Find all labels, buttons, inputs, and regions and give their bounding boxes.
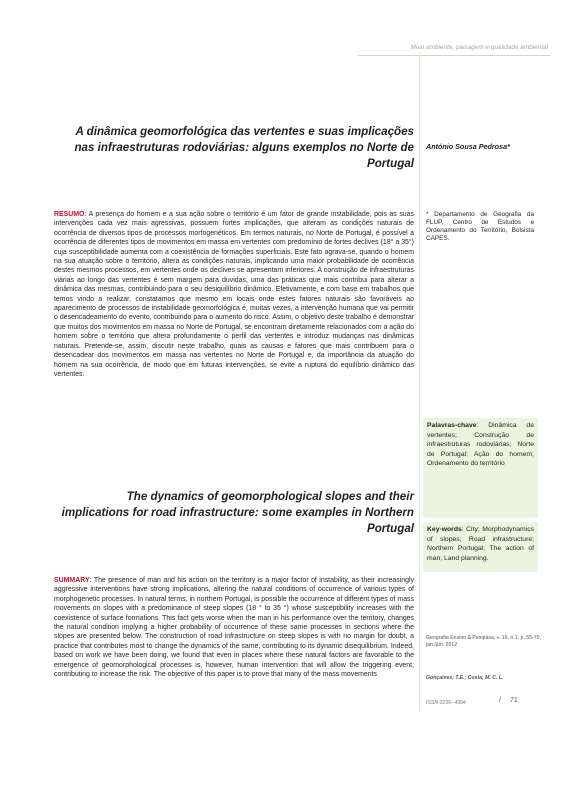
article-title-en: The dynamics of geomorphological slopes and their implications for road infrastructure: some examples in Northern Portugal (61, 490, 414, 535)
keywords-pt-text: : Dinâmica de vertentes; Construção de infraestruturas rodoviárias; Norte de Portugal; Ação do homem; Ordenamento do território (427, 422, 534, 467)
page-separator: / (499, 697, 501, 704)
article-title-pt: A dinâmica geomorfológica das vertentes e suas implicações nas infraestruturas rodoviárias: alguns exemplos no Norte de Portugal (74, 125, 414, 170)
keywords-pt-box (423, 418, 538, 518)
author-affiliation: * Departamento de Geografia da FLUP, Centro de Estudos e Ordenamento do Território, Bolsista CAPES. (426, 211, 534, 242)
abstract-en (54, 576, 414, 679)
page-number: 71 (510, 697, 518, 704)
abstract-pt (54, 210, 414, 379)
keywords-en-label: Key-words (427, 526, 462, 533)
keywords-en-box (423, 522, 538, 572)
keywords-pt-label: Palavras-chave (427, 422, 477, 429)
abstract-en-text: : The presence of man and his action on the territory is a major factor of instability, as their increasingly aggressive interventions have strong implications, altering the natural conditions of occurrence of various types of morphogenetic processes. In natural terms, in northern Portugal, is possible the occurrence of different types of mass movements on slopes with a predominance of steep slopes (18 ° to 35 °) whose susceptibility increases with the coexistence of surface formations. This fact gets worse when the man in his performance over the territory, changes the natural condition implying a higher probability of occurrence of these same processes in sections where the slopes are presented below. The construction of road infrastructure on steep slopes is with no margin for doubt, a practice that contributes most to change the dynamics of the same, contributing to its dynamic disequilibrium. Indeed, based on work we have been doing, we found that even in places where these natural factors are favorable to the emergence of geomorphological processes is, however, human intervention that will allow the triggering event, contributing to increase the risk. The objective of this paper is to prove that many of the mass movements (54, 577, 414, 679)
abstract-pt-text: : A presença do homem e a sua ação sobre o território é um fator de grande instabilidade, pois as suas intervenções cada vez mais agressivas, possuem fortes implicações, que alteram as condições naturais de ocorrência de diversos tipos de processos morfogenéticos. Em termos naturais, no Norte de Portugal, é possível a ocorrência de diferentes tipos de movimentos em massa em vertentes com predomínio de fortes declives (18° a 35°) cuja susceptibilidade aumenta com a coexistência de formações superficiais. Este fato agrava-se, quando o homem na sua atuação sobre o território, altera as condições naturais, implicando uma maior probabilidade de ocorrência destes mesmos processos, em vertentes onde os declives se apresentam inferiores. A construção de infraestruturas viárias ao longo das vertentes é sem margem para duvidas, uma das práticas que mais contribui para alterar a dinâmica das mesmas, contribuindo para o seu desiquilíbrio dinâmico. Efetivamente, e com base em trabalhos que temos vindo a realizar, constatamos que mesmo em locais onde estes fatores naturais são favoráveis ao aparecimento de processos de instabilidade geomorfológica é, muitas vezes, a intervenção humana que vai permitir o desencadeamento do evento, contribuindo para o aumento do risco. Assim, o objetivo deste trabalho é demonstrar que muitos dos movimentos em massa no Norte de Portugal, se encontram diretamente relacionados com a ação do homem sobre o território que altera profundamente o perfil das vertentes e introduz mudanças nas dinâmicas naturais. Pretende-se, assim, discutir neste trabalho, quais as causas e fatores que mais contribuem para o desencadear dos movimentos em massa nas vertentes no Norte de Portugal e, da importância da atuação do homem na sua ocorrência, de modo que em futuras intervenções, se evite a ruptura do equilíbrio dinâmico das vertentes. (54, 211, 414, 378)
author-name: António Sousa Pedrosa* (426, 142, 510, 151)
abstract-pt-label: RESUMO (54, 211, 85, 218)
abstract-en-label: SUMMARY (54, 577, 90, 584)
issn-label: ISSN 2236- 4994 (426, 700, 466, 706)
journal-citation: Geografia Ensino & Pesquisa, v. 16, n.1, p. 55-70, jan./jun. 2012 (426, 635, 541, 648)
header-divider (358, 55, 550, 56)
column-divider (419, 52, 420, 710)
running-header: Meio ambiente, paisagem e qualidade ambiental (410, 44, 548, 51)
footer-authors: Gonçalves; T.E.; Costa, M. C. L. (426, 675, 504, 681)
keywords-en-text: : City; Morphodynamics of slopes; Road infrastructure; Northern Portugal; The action of man; Land planning. (427, 526, 534, 562)
